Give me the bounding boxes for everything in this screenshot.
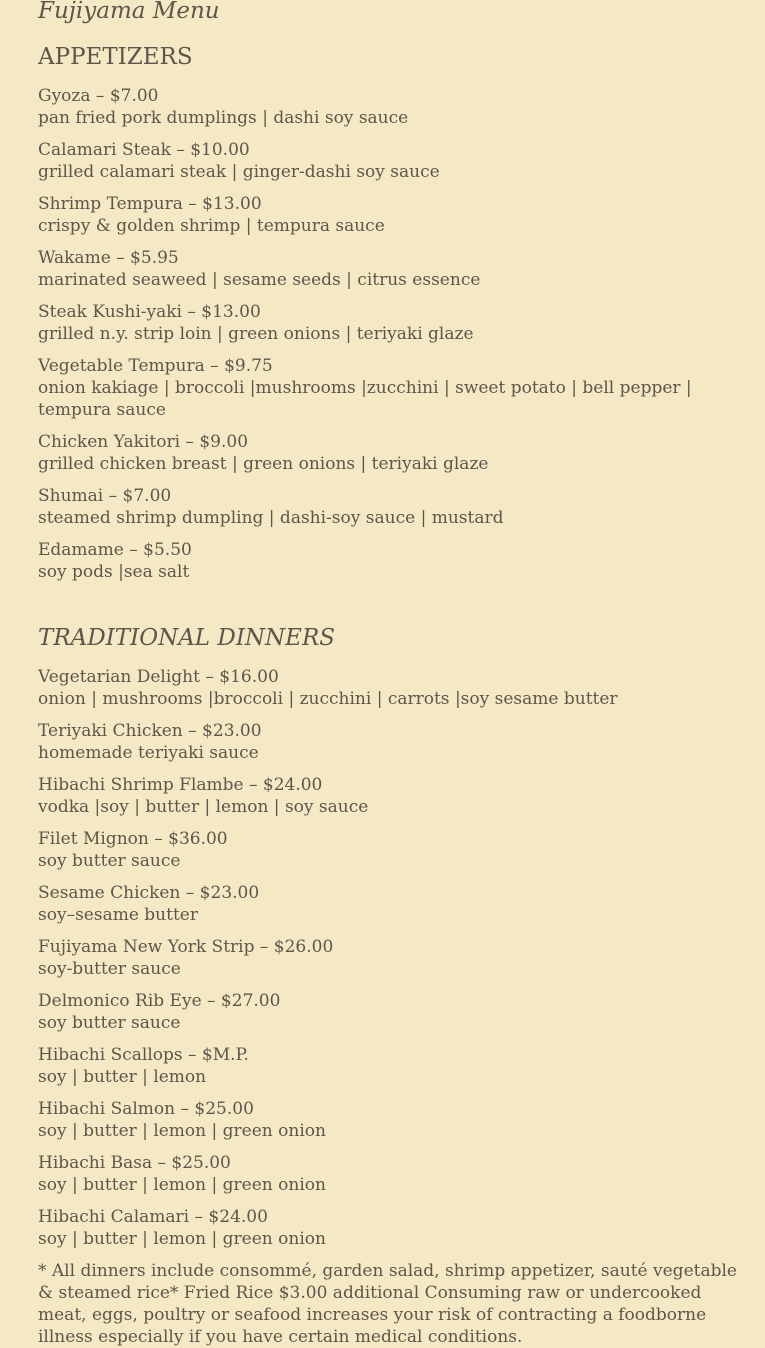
item-name: Hibachi Salmon – $25.00 bbox=[38, 1099, 254, 1119]
menu-item-wakame bbox=[38, 247, 743, 291]
item-name: Shrimp Tempura – $13.00 bbox=[38, 194, 262, 214]
item-description: soy–sesame butter bbox=[38, 905, 198, 925]
dinners-footnote: * All dinners include consommé, garden salad, shrimp appetizer, sauté vegetable & steamed rice* Fried Rice $3.00 additional Consuming raw or undercooked meat, eggs, poultry or seafood increases your risk of contracting a foodborne illness especially if you have certain medical conditions. bbox=[38, 1261, 737, 1347]
item-name: Shumai – $7.00 bbox=[38, 486, 172, 506]
item-description: soy butter sauce bbox=[38, 851, 181, 871]
menu-item-hibachi-scallops bbox=[38, 1044, 743, 1088]
menu-item-shrimp-tempura bbox=[38, 193, 743, 237]
menu-item-edamame bbox=[38, 539, 743, 583]
item-description: soy | butter | lemon bbox=[38, 1067, 207, 1087]
menu-item-shumai bbox=[38, 485, 743, 529]
menu-item-steak-kushi-yaki bbox=[38, 301, 743, 345]
item-name: Fujiyama New York Strip – $26.00 bbox=[38, 937, 334, 957]
dinners-heading: TRADITIONAL DINNERS bbox=[38, 625, 336, 651]
item-description: vodka |soy | butter | lemon | soy sauce bbox=[38, 797, 369, 817]
item-description: soy | butter | lemon | green onion bbox=[38, 1121, 326, 1141]
item-name: Vegetable Tempura – $9.75 bbox=[38, 356, 273, 376]
item-name: Delmonico Rib Eye – $27.00 bbox=[38, 991, 281, 1011]
dinners-list bbox=[38, 666, 743, 1250]
item-description: soy butter sauce bbox=[38, 1013, 181, 1033]
menu-title: Fujiyama Menu bbox=[38, 0, 220, 24]
menu-item-teriyaki-chicken bbox=[38, 720, 743, 764]
item-description: soy pods |sea salt bbox=[38, 562, 190, 582]
item-name: Calamari Steak – $10.00 bbox=[38, 140, 250, 160]
item-description: marinated seaweed | sesame seeds | citrus essence bbox=[38, 270, 481, 290]
item-description: soy | butter | lemon | green onion bbox=[38, 1229, 326, 1249]
menu-item-hibachi-salmon bbox=[38, 1098, 743, 1142]
item-name: Hibachi Basa – $25.00 bbox=[38, 1153, 231, 1173]
item-name: Hibachi Shrimp Flambe – $24.00 bbox=[38, 775, 323, 795]
menu-item-fujiyama-new-york-strip bbox=[38, 936, 743, 980]
item-description: grilled calamari steak | ginger-dashi soy sauce bbox=[38, 162, 440, 182]
menu-page bbox=[38, 0, 743, 1348]
item-description: grilled n.y. strip loin | green onions | teriyaki glaze bbox=[38, 324, 474, 344]
menu-item-sesame-chicken bbox=[38, 882, 743, 926]
menu-item-vegetarian-delight bbox=[38, 666, 743, 710]
item-name: Hibachi Calamari – $24.00 bbox=[38, 1207, 268, 1227]
menu-item-hibachi-calamari bbox=[38, 1206, 743, 1250]
item-description: soy-butter sauce bbox=[38, 959, 181, 979]
item-name: Sesame Chicken – $23.00 bbox=[38, 883, 260, 903]
menu-item-vegetable-tempura bbox=[38, 355, 743, 421]
item-name: Teriyaki Chicken – $23.00 bbox=[38, 721, 262, 741]
item-name: Steak Kushi-yaki – $13.00 bbox=[38, 302, 261, 322]
item-name: Hibachi Scallops – $M.P. bbox=[38, 1045, 249, 1065]
item-description: steamed shrimp dumpling | dashi-soy sauce | mustard bbox=[38, 508, 504, 528]
item-name: Gyoza – $7.00 bbox=[38, 86, 159, 106]
menu-item-hibachi-basa bbox=[38, 1152, 743, 1196]
item-name: Wakame – $5.95 bbox=[38, 248, 179, 268]
menu-item-calamari-steak bbox=[38, 139, 743, 183]
item-description: onion kakiage | broccoli |mushrooms |zucchini | sweet potato | bell pepper | tempura sauce bbox=[38, 378, 692, 420]
item-description: soy | butter | lemon | green onion bbox=[38, 1175, 326, 1195]
item-name: Edamame – $5.50 bbox=[38, 540, 192, 560]
item-description: crispy & golden shrimp | tempura sauce bbox=[38, 216, 385, 236]
item-description: onion | mushrooms |broccoli | zucchini | carrots |soy sesame butter bbox=[38, 689, 618, 709]
menu-item-chicken-yakitori bbox=[38, 431, 743, 475]
item-name: Vegetarian Delight – $16.00 bbox=[38, 667, 279, 687]
menu-item-filet-mignon bbox=[38, 828, 743, 872]
appetizers-list bbox=[38, 85, 743, 583]
item-description: pan fried pork dumplings | dashi soy sauce bbox=[38, 108, 409, 128]
menu-item-delmonico-rib-eye bbox=[38, 990, 743, 1034]
item-description: grilled chicken breast | green onions | teriyaki glaze bbox=[38, 454, 489, 474]
item-name: Chicken Yakitori – $9.00 bbox=[38, 432, 249, 452]
appetizers-heading: APPETIZERS bbox=[38, 44, 193, 70]
item-name: Filet Mignon – $36.00 bbox=[38, 829, 228, 849]
menu-item-hibachi-shrimp-flambe bbox=[38, 774, 743, 818]
menu-item-gyoza bbox=[38, 85, 743, 129]
item-description: homemade teriyaki sauce bbox=[38, 743, 259, 763]
